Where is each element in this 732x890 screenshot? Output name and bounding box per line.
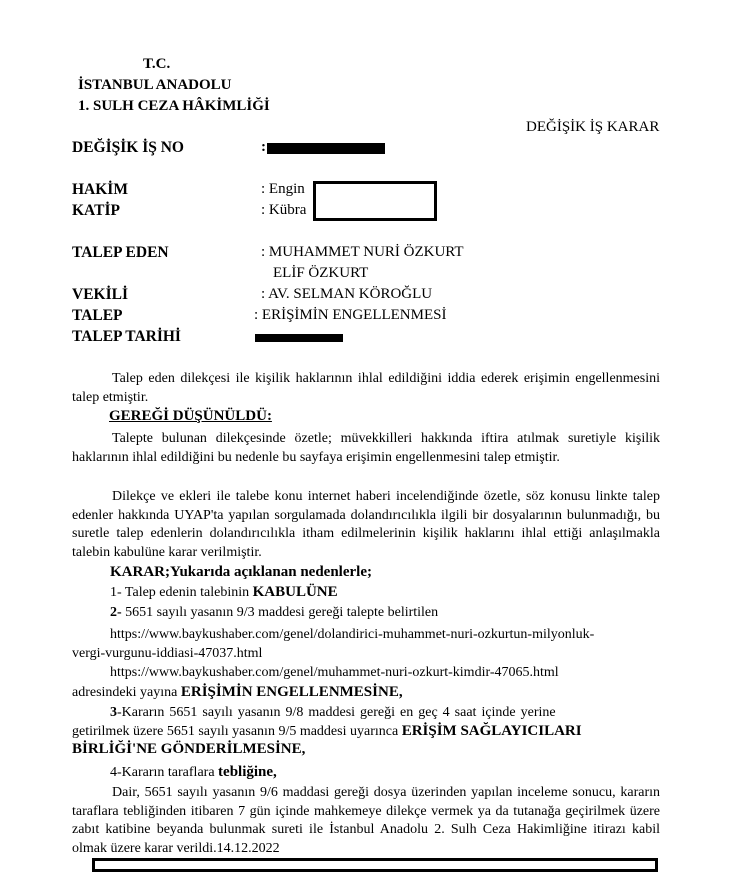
header-court: 1. SULH CEZA HÂKİMLİĞİ xyxy=(78,98,270,114)
item-2: 2- 5651 sayılı yasanın 9/3 maddesi gereği talepte belirtilen xyxy=(110,605,439,620)
heading-gereği: GEREĞİ DÜŞÜNÜLDÜ: xyxy=(109,408,272,424)
url-1-line-1: https://www.baykushaber.com/genel/dolandirici-muhammet-nuri-ozkurtun-milyonluk- xyxy=(110,627,595,642)
request-date-redaction xyxy=(255,334,343,342)
item-3-line-1: 3-Kararın 5651 sayılı yasanın 9/8 maddesi gereği en geç 4 saat içinde yerine xyxy=(110,705,556,720)
judge-value: : Engin xyxy=(261,181,305,197)
paragraph-3: Dilekçe ve ekleri ile talebe konu internet haberi incelendiğinde özetle, söz konusu linkte talep edenler hakkında UYAP'ta yapılan sorgulamada dolandırıcılıkla ilgili bir dosyalarının bulunmadığı, bu suretle talep edenlerin dolandırıcılıkla itham edilmelerinin kişilik haklarını ihlal ettiği anlaşılmakla talebin kabulüne karar verilmiştir. xyxy=(72,489,660,560)
paragraph-1: Talep eden dilekçesi ile kişilik haklarının ihlal edildiğini iddia ederek erişimin engellenmesini talep etmiştir. xyxy=(72,371,660,405)
request-date-label: TALEP TARİHİ xyxy=(72,328,181,345)
clerk-label: KATİP xyxy=(72,202,120,219)
header-city: İSTANBUL ANADOLU xyxy=(78,77,232,93)
requester-value-2: ELİF ÖZKURT xyxy=(273,265,369,281)
attorney-label: VEKİLİ xyxy=(72,286,128,303)
signature-redaction-box xyxy=(92,858,658,872)
requester-label: TALEP EDEN xyxy=(72,244,169,261)
header-tc: T.C. xyxy=(143,56,171,72)
request-value: : ERİŞİMİN ENGELLENMESİ xyxy=(254,307,447,323)
paragraph-2: Talepte bulunan dilekçesinde özetle; müvekkilleri hakkında iftira atılmak suretiyle kişilik haklarının ihlal edildiğini bu nedenle bu sayfaya erişimin engellenmesini talep etmiştir. xyxy=(72,431,660,465)
karar-heading: KARAR;Yukarıda açıklanan nedenlerle; xyxy=(110,564,372,580)
item-3-line-2: getirilmek üzere 5651 sayılı yasanın 9/5 maddesi uyarınca ERİŞİM SAĞLAYICILARI xyxy=(72,723,582,739)
item-2-end: adresindeki yayına ERİŞİMİN ENGELLENMESİNE, xyxy=(72,684,403,700)
item-3-line-3: BİRLİĞİ'NE GÖNDERİLMESİNE, xyxy=(72,741,306,757)
final-paragraph: Dair, 5651 sayılı yasanın 9/6 maddasi gereği dosya üzerinden yapılan inceleme sonucu, kararın taraflara tebliğinden itibaren 7 gün içinde mahkemeye dilekçe vermek ya da tutanağa geçirilmek üzere zabıt katibine beyanda bulunmak sureti ile İstanbul Anadolu 2. Sulh Ceza Hakimliğine itirazı kabil olmak üzere karar verildi.14.12.2022 xyxy=(72,785,660,856)
case-no-colon: : xyxy=(261,139,266,155)
url-1-line-2: vergi-vurgunu-iddiasi-47037.html xyxy=(72,646,263,661)
url-2: https://www.baykushaber.com/genel/muhammet-nuri-ozkurt-kimdir-47065.html xyxy=(110,665,559,680)
case-no-redaction xyxy=(267,143,385,154)
judge-label: HAKİM xyxy=(72,181,128,198)
names-redaction-box xyxy=(313,181,437,221)
requester-value-1: : MUHAMMET NURİ ÖZKURT xyxy=(261,244,464,260)
clerk-value: : Kübra xyxy=(261,202,307,218)
case-no-label: DEĞİŞİK İŞ NO xyxy=(72,139,184,156)
item-1: 1- Talep edenin talebinin KABULÜNE xyxy=(110,584,338,600)
item-4: 4-Kararın taraflara tebliğine, xyxy=(110,764,277,780)
request-label: TALEP xyxy=(72,307,123,324)
attorney-value: : AV. SELMAN KÖROĞLU xyxy=(261,286,433,302)
doc-type: DEĞİŞİK İŞ KARAR xyxy=(526,119,660,135)
